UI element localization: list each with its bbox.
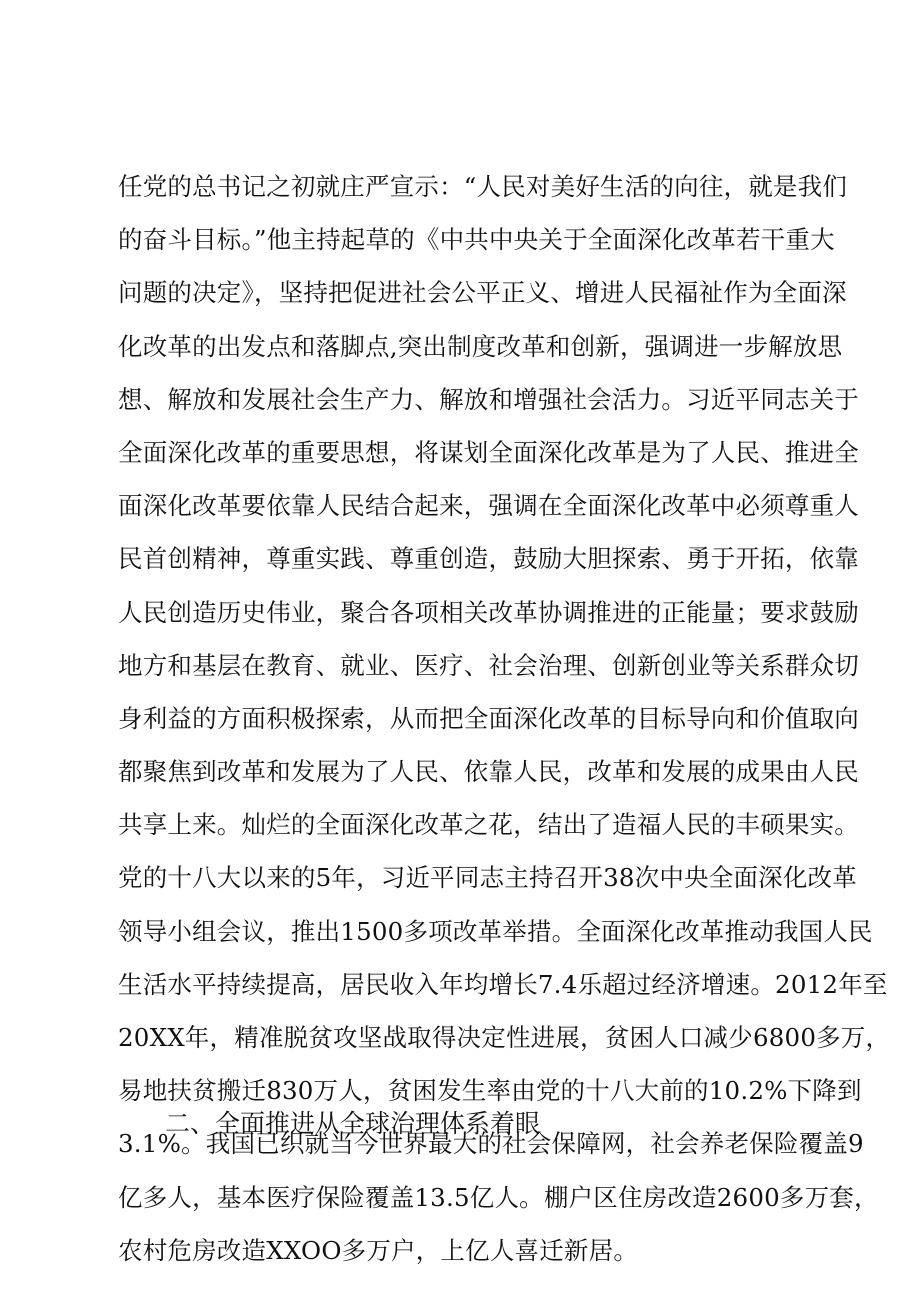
paragraph-line-12: 都聚焦到改革和发展为了人民、依靠人民，改革和发展的成果由人民 — [118, 757, 859, 787]
paragraph-line-16: 生活水平持续提高，居民收入年均增长7.4乐超过经济增速。2012年至 — [118, 969, 888, 999]
paragraph-line-8: 民首创精神，尊重实践、尊重创造，鼓励大胆探索、勇于开拓，依靠 — [118, 544, 859, 574]
paragraph-line-5: 想、解放和发展社会生产力、解放和增强社会活力。习近平同志关于 — [118, 384, 859, 414]
paragraph-line-7: 面深化改革要依靠人民结合起来，强调在全面深化改革中必须尊重人 — [118, 491, 859, 521]
paragraph-line-9: 人民创造历史伟业，聚合各项相关改革协调推进的正能量；要求鼓励 — [118, 597, 859, 627]
paragraph-line-13: 共享上来。灿烂的全面深化改革之花，结出了造福人民的丰硕果实。 — [118, 810, 859, 840]
paragraph-line-10: 地方和基层在教育、就业、医疗、社会治理、创新创业等关系群众切 — [118, 650, 859, 680]
paragraph-line-1: 任党的总书记之初就庄严宣示：“人民对美好生活的向往，就是我们 — [118, 172, 848, 201]
paragraph-line-15: 领导小组会议，推出1500多项改革举措。全面深化改革推动我国人民 — [118, 916, 873, 946]
paragraph-line-2: 的奋斗目标。”他主持起草的《中共中央关于全面深化改革若干重大 — [118, 225, 835, 255]
section-heading: 二、全面推进从全球治理体系着眼 — [165, 1109, 541, 1138]
paragraph-line-20: 亿多人，基本医疗保险覆盖13.5亿人。棚户区住房改造2600多万套， — [118, 1182, 879, 1212]
paragraph-line-4: 化改革的出发点和落脚点,突出制度改革和创新，强调进一步解放思 — [118, 331, 843, 361]
paragraph-line-14: 党的十八大以来的5年，习近平同志主持召开38次中央全面深化改革 — [118, 863, 857, 893]
paragraph-line-18: 易地扶贫搬迁830万人，贫困发生率由党的十八大前的10.2%下降到 — [118, 1076, 862, 1106]
paragraph-line-3: 问题的决定》，坚持把促进社会公平正义、增进人民福祉作为全面深 — [118, 278, 847, 308]
paragraph-line-11: 身利益的方面积极探索，从而把全面深化改革的目标导向和价值取向 — [118, 703, 859, 733]
paragraph-line-19: 3.1%。我国已织就当今世界最大的社会保障网，社会养老保险覆盖9 — [118, 1129, 864, 1159]
paragraph-line-6: 全面深化改革的重要思想，将谋划全面深化改革是为了人民、推进全 — [118, 437, 859, 467]
paragraph-line-21: 农村危房改造XXOO多万户，上亿人喜迁新居。 — [118, 1235, 639, 1265]
paragraph-line-17: 20XX年，精准脱贫攻坚战取得决定性进展，贫困人口减少6800多万， — [118, 1023, 891, 1052]
